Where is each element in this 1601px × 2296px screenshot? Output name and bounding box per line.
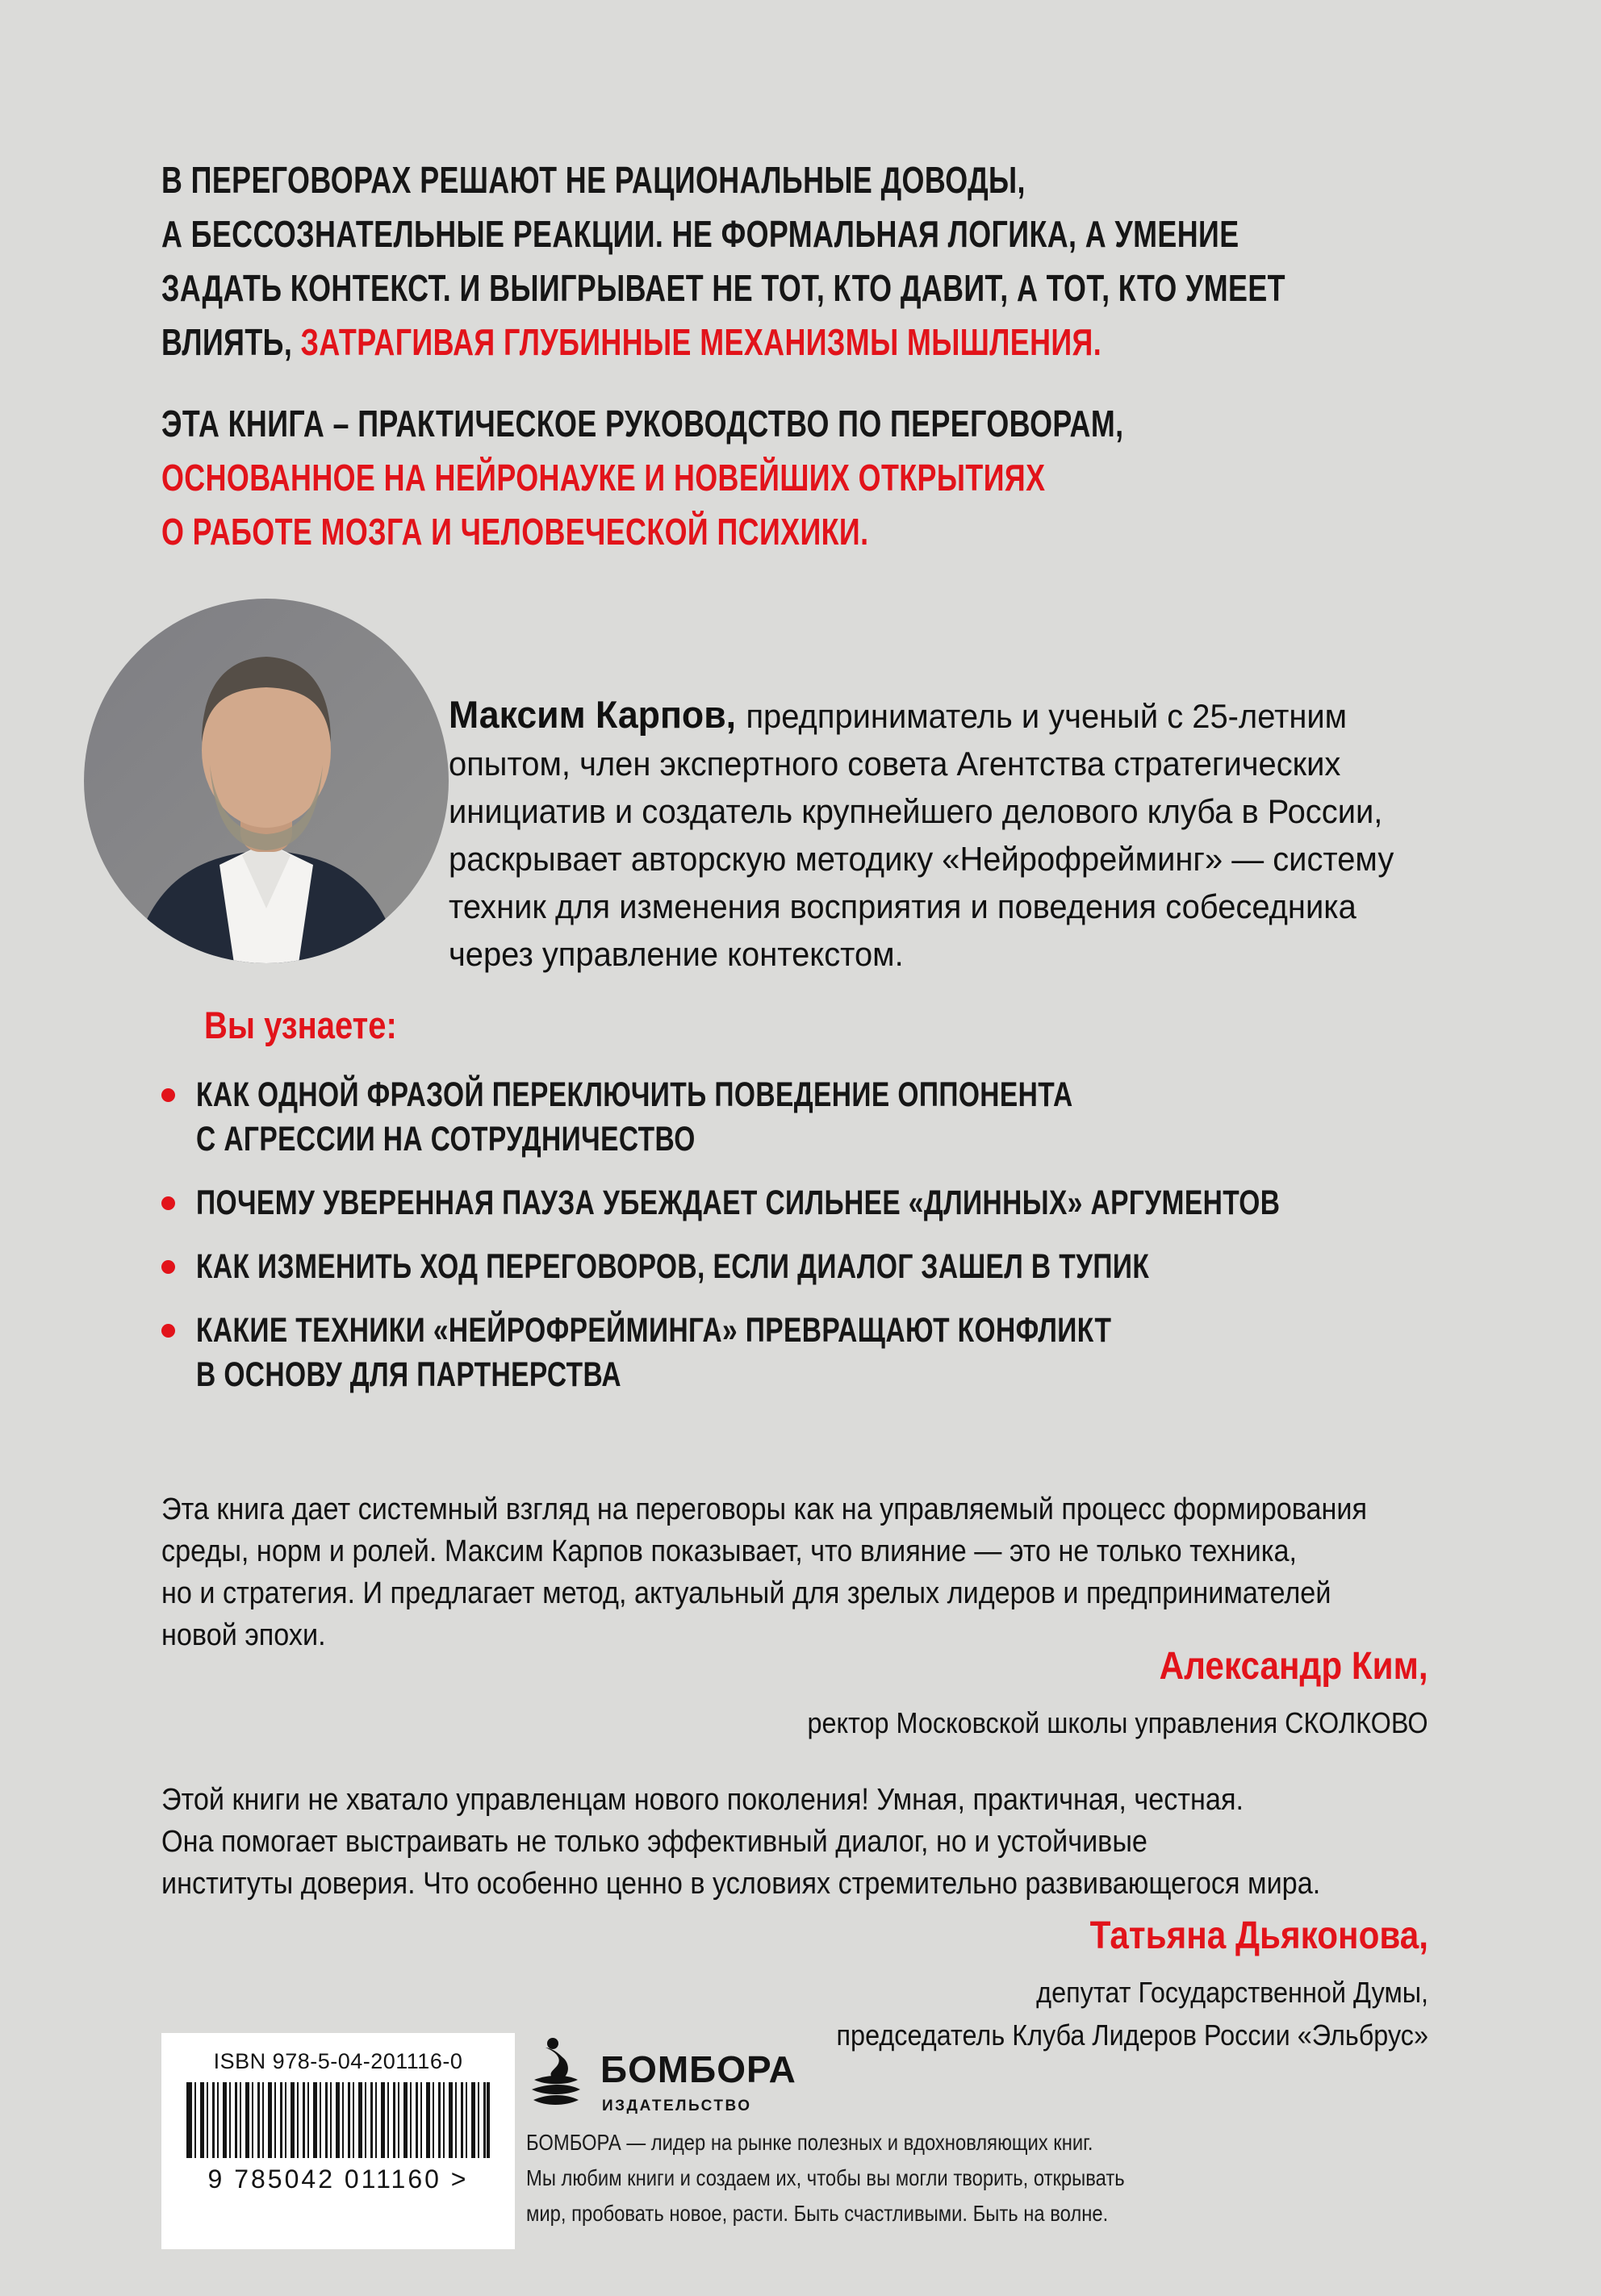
publisher-about: БОМБОРА — лидер на рынке полезных и вдохновляющих книг. Мы любим книги и создаем их, чтобы вы могли творить, открывать мир, пробовать новое, расти. Быть счастливыми. Быть на волне.	[526, 2130, 1125, 2226]
barcode-digits: 9 785042 011160 >	[207, 2165, 469, 2194]
subheadline-paragraph: ЭТА КНИГА – ПРАКТИЧЕСКОЕ РУКОВОДСТВО ПО ПЕРЕГОВОРАМ, ОСНОВАННОЕ НА НЕЙРОНАУКЕ И НОВЕЙШИХ ОТКРЫТИЯХ О РАБОТЕ МОЗГА И ЧЕЛОВЕЧЕСКОЙ ПСИХИКИ.	[161, 403, 1124, 553]
quote-2-attribution	[771, 1914, 1428, 2056]
publisher-name: БОМБОРА	[600, 2048, 796, 2090]
list-item	[161, 1181, 1586, 1225]
quote-1-author: Александр Ким,	[1160, 1645, 1428, 1688]
bullet-dot-icon	[161, 1260, 175, 1274]
list-item	[161, 1245, 1586, 1289]
bullet-text: ПОЧЕМУ УВЕРЕННАЯ ПАУЗА УБЕЖДАЕТ СИЛЬНЕЕ «ДЛИННЫХ» АРГУМЕНТОВ	[196, 1183, 1281, 1222]
list-item	[161, 1309, 1586, 1397]
author-photo	[84, 599, 449, 963]
quote-2-role: депутат Государственной Думы, председатель Клуба Лидеров России «Эльбрус»	[836, 1976, 1428, 2052]
portrait-photo-icon	[84, 599, 449, 963]
quote-1-text: Эта книга дает системный взгляд на переговоры как на управляемый процесс формирования среды, норм и ролей. Максим Карпов показывает, что влияние — это не только техника, но и стратегия. И предлагает метод, актуальный для зрелых лидеров и предпринимателей новой эпохи.	[161, 1492, 1368, 1652]
quote-2-author: Татьяна Дьяконова,	[1089, 1914, 1428, 1957]
quote-1-role: ректор Московской школы управления СКОЛКОВО	[807, 1706, 1428, 1739]
isbn-label: ISBN 978-5-04-201116-0	[213, 2049, 463, 2073]
headline-paragraph: В ПЕРЕГОВОРАХ РЕШАЮТ НЕ РАЦИОНАЛЬНЫЕ ДОВОДЫ, А БЕССОЗНАТЕЛЬНЫЕ РЕАКЦИИ. НЕ ФОРМАЛЬНАЯ ЛОГИКА, А УМЕНИЕ ЗАДАТЬ КОНТЕКСТ. И ВЫИГРЫВАЕТ НЕ ТОТ, КТО ДАВИТ, А ТОТ, КТО УМЕЕТ ВЛИЯТЬ, ЗАТРАГИВАЯ ГЛУБИННЫЕ МЕХАНИЗМЫ МЫШЛЕНИЯ.	[161, 159, 1285, 363]
bullet-text: КАКИЕ ТЕХНИКИ «НЕЙРОФРЕЙМИНГА» ПРЕВРАЩАЮТ КОНФЛИКТ В ОСНОВУ ДЛЯ ПАРТНЕРСТВА	[196, 1311, 1112, 1394]
bullet-text: КАК ИЗМЕНИТЬ ХОД ПЕРЕГОВОРОВ, ЕСЛИ ДИАЛОГ ЗАШЕЛ В ТУПИК	[196, 1247, 1150, 1286]
publisher-logo-icon	[526, 2036, 586, 2107]
quote-1-attribution	[738, 1644, 1428, 1744]
learn-list	[161, 1073, 1586, 1417]
author-bio: Максим Карпов, предприниматель и ученый с 25-летним опытом, член экспертного совета Агентства стратегических инициатив и создатель крупнейшего делового клуба в России, раскрывает авторскую методику «Нейрофрейминг» — систему техник для изменения восприятия и поведения собеседника через управление контекстом.	[449, 693, 1394, 973]
bullet-text: КАК ОДНОЙ ФРАЗОЙ ПЕРЕКЛЮЧИТЬ ПОВЕДЕНИЕ ОППОНЕНТА С АГРЕССИИ НА СОТРУДНИЧЕСТВО	[196, 1075, 1073, 1158]
publisher-subtitle: ИЗДАТЕЛЬСТВО	[602, 2098, 752, 2114]
barcode	[186, 2082, 490, 2158]
list-item	[161, 1073, 1586, 1162]
learn-title: Вы узнаете:	[204, 1004, 397, 1046]
quote-2-text: Этой книги не хватало управленцам нового поколения! Умная, практичная, честная. Она помогает выстраивать не только эффективный диалог, но и устойчивые институты доверия. Что особенно ценно в условиях стремительно развивающегося мира.	[161, 1783, 1321, 1901]
bullet-dot-icon	[161, 1088, 175, 1102]
bullet-dot-icon	[161, 1324, 175, 1338]
bullet-dot-icon	[161, 1196, 175, 1210]
isbn-box	[161, 2033, 515, 2249]
